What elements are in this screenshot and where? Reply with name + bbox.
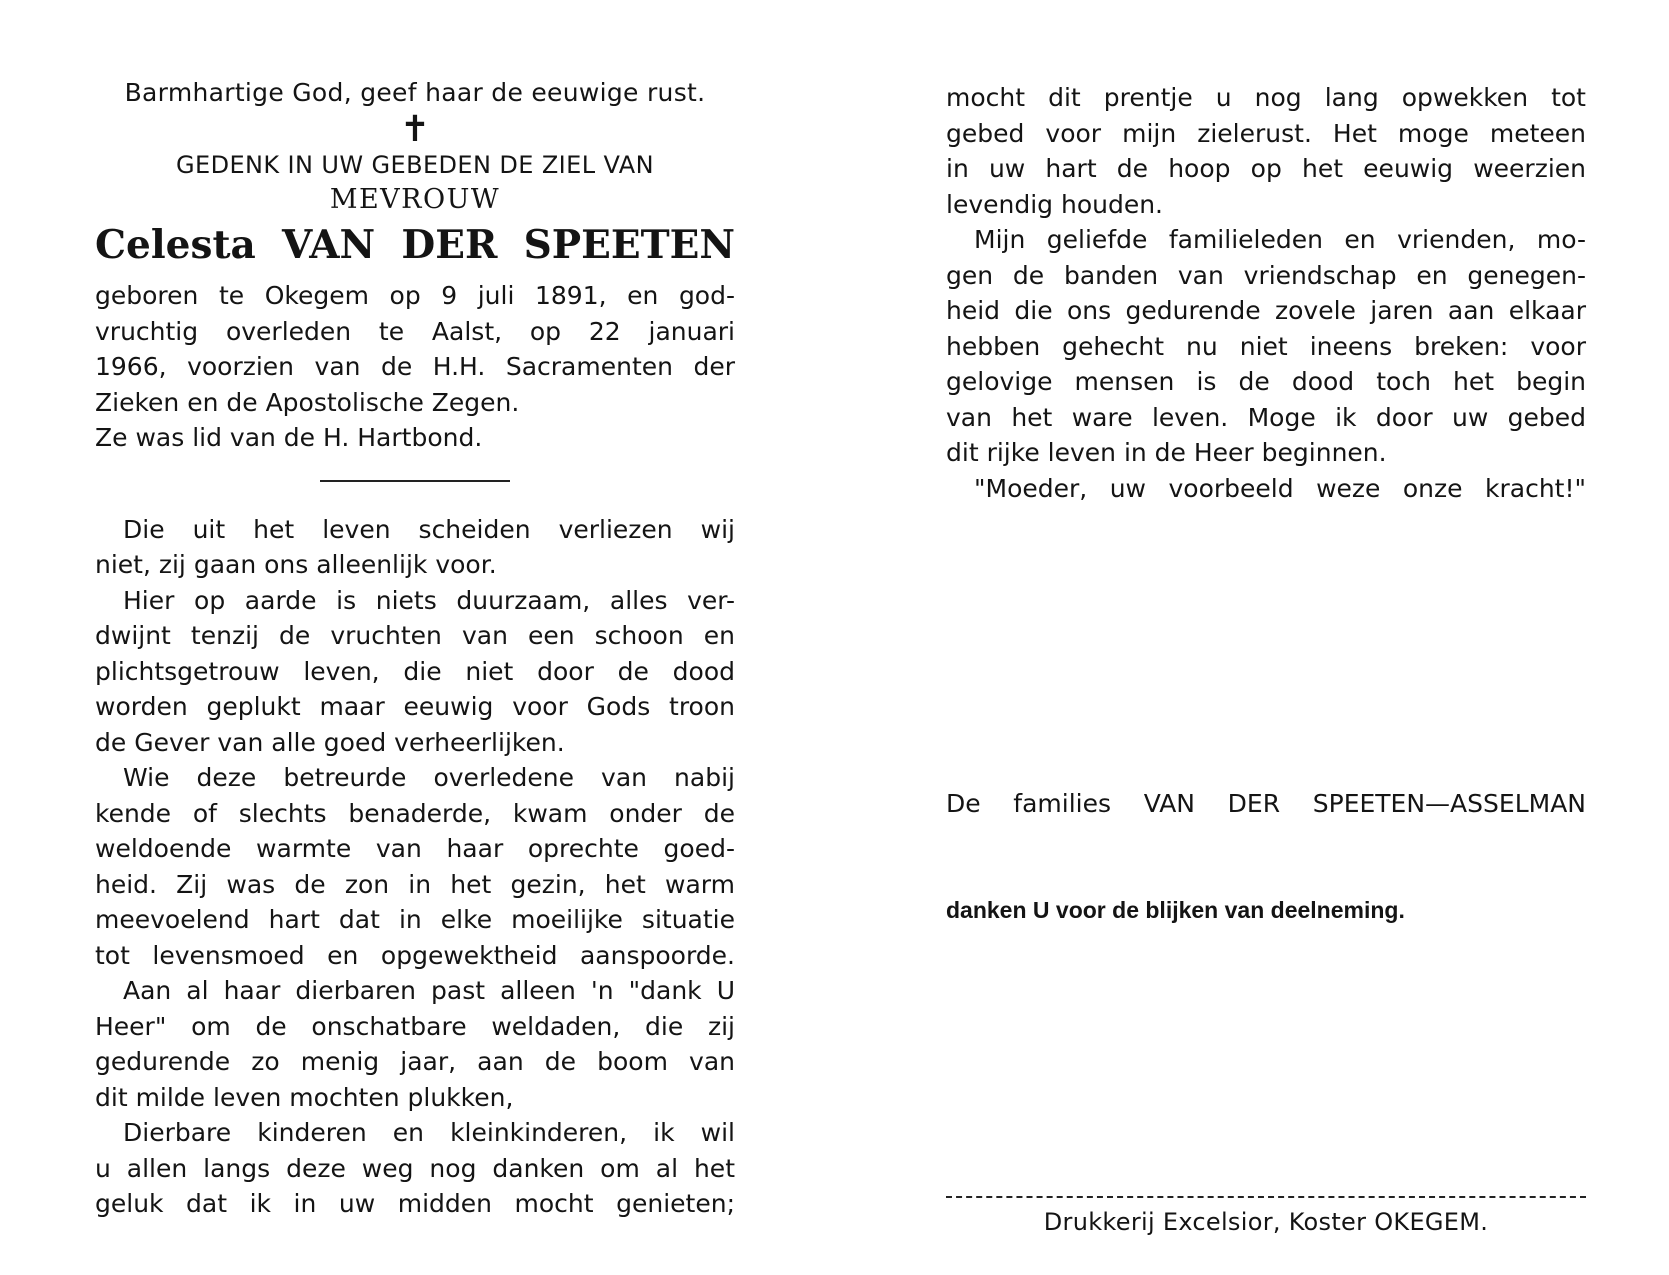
text-line: Mijn geliefde familieleden en vrienden, mo- — [974, 225, 1586, 254]
text-line: heid die ons gedurende zovele jaren aan elkaar — [946, 296, 1586, 325]
text-line: Aan al haar dierbaren past alleen 'n "dank U — [123, 976, 735, 1005]
printer-rule — [946, 1196, 1586, 1198]
text-line: van het ware leven. Moge ik door uw gebed — [946, 402, 1586, 432]
text-line: Dierbare kinderen en kleinkinderen, ik wil — [123, 1118, 735, 1147]
left-column — [95, 76, 735, 1222]
text-line: u allen langs deze weg nog danken om al het — [95, 1153, 735, 1183]
text-line: dwijnt tenzij de vruchten van een schoon en — [95, 621, 735, 650]
text-line: tot levensmoed en opgewektheid aanspoorde. — [95, 940, 735, 970]
divider-rule — [320, 480, 510, 482]
cross-icon: ✝ — [399, 109, 431, 150]
text-line: hebben gehecht nu niet ineens breken: voor — [946, 331, 1586, 361]
text-line: plichtsgetrouw leven, die niet door de dood — [95, 656, 735, 686]
left-text-block — [95, 512, 735, 1222]
spacer — [946, 506, 1586, 786]
text-line: geluk dat ik in uw midden mocht genieten; — [95, 1189, 735, 1218]
text-line: in uw hart de hoop op het eeuwig weerzien — [946, 154, 1586, 183]
text-line: gebed voor mijn zielerust. Het moge meteen — [946, 118, 1586, 148]
bio-block — [95, 278, 735, 456]
prayer-line: Barmhartige God, geef haar de eeuwige rust. — [124, 78, 706, 107]
text-line: Wie deze betreurde overledene van nabij — [123, 763, 735, 792]
text-line: mocht dit prentje u nog lang opwekken tot — [946, 83, 1586, 112]
text-line: heid. Zij was de zon in het gezin, het warm — [95, 869, 735, 899]
text-line: meevoelend hart dat in elke moeilijke situatie — [95, 905, 735, 934]
text-line: dit milde leven mochten plukken, — [95, 1082, 514, 1112]
text-line: gelovige mensen is de dood toch het begin — [946, 367, 1586, 396]
text-line: de Gever van alle goed verheerlijken. — [95, 727, 565, 757]
text-line: weldoende warmte van haar oprechte goed- — [95, 834, 735, 863]
text-line: Die uit het leven scheiden verliezen wij — [123, 514, 735, 544]
text-line: kende of slechts benaderde, kwam onder de — [95, 798, 735, 828]
bio-line: Zieken en de Apostolische Zegen. — [95, 387, 520, 417]
text-line: Heer" om de onschatbare weldaden, die zij — [95, 1011, 735, 1041]
text-line: dit rijke leven in de Heer beginnen. — [946, 438, 1387, 467]
text-line: worden geplukt maar eeuwig voor Gods troon — [95, 692, 735, 721]
text-line: Hier op aarde is niets duurzaam, alles ver- — [123, 585, 735, 615]
text-line: gen de banden van vriendschap en genegen- — [946, 260, 1586, 290]
bio-line: 1966, voorzien van de H.H. Sacramenten der — [95, 352, 735, 381]
right-column — [946, 80, 1586, 928]
deceased-name: Celesta VAN DER SPEETEN — [95, 222, 735, 268]
text-line: niet, zij gaan ons alleenlijk voor. — [95, 550, 497, 579]
title-mevrouw: MEVROUW — [329, 184, 501, 215]
bio-line: Ze was lid van de H. Hartbond. — [95, 423, 483, 452]
families-line: De families VAN DER SPEETEN—ASSELMAN — [946, 789, 1586, 818]
bio-line: geboren te Okegem op 9 juli 1891, en god- — [95, 281, 735, 310]
printer-credit: Drukkerij Excelsior, Koster OKEGEM. — [1043, 1208, 1489, 1236]
text-line: levendig houden. — [946, 189, 1164, 219]
bio-line: vruchtig overleden te Aalst, op 22 januari — [95, 316, 735, 346]
thanks-line: danken U voor de blijken van deelneming. — [946, 897, 1405, 923]
text-line: gedurende zo menig jaar, aan de boom van — [95, 1047, 735, 1076]
text-line: "Moeder, uw voorbeeld weze onze kracht!" — [974, 473, 1586, 503]
gedenk-heading: GEDENK IN UW GEBEDEN DE ZIEL VAN — [176, 151, 654, 179]
